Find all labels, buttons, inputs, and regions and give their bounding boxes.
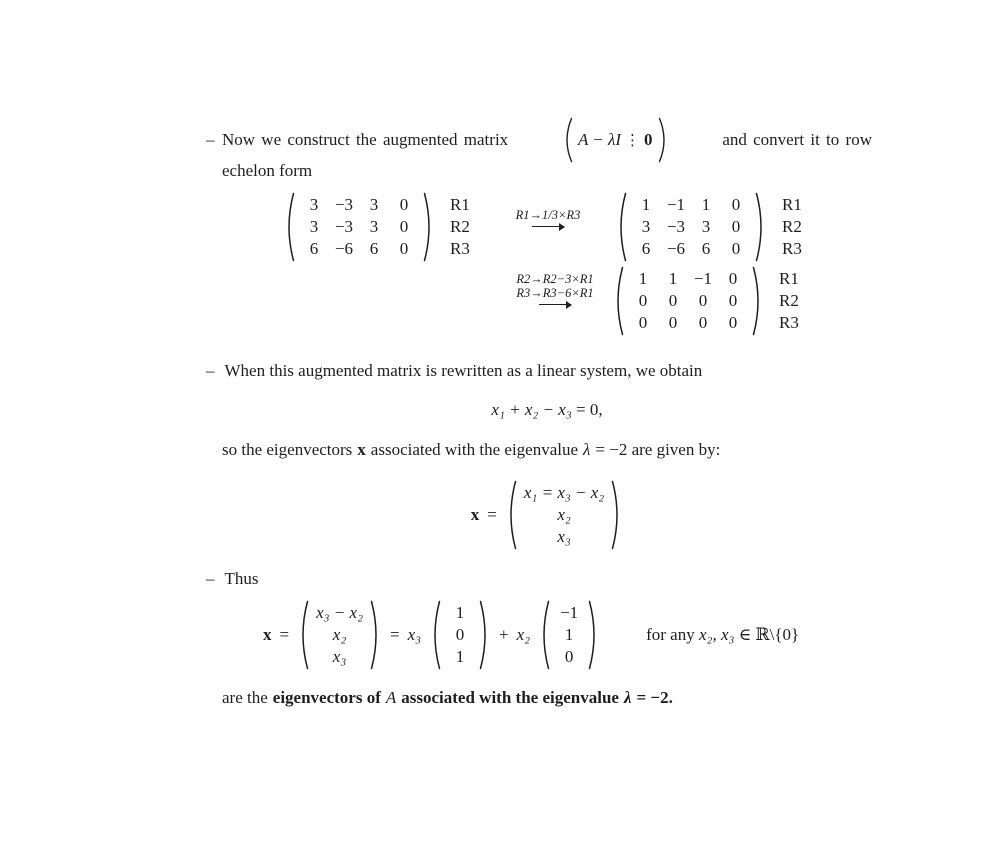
row-label: R2 — [779, 291, 799, 310]
bullet-dash: – — [206, 361, 215, 380]
aug-matrix-content — [573, 130, 658, 150]
row-op-label: R1→1/3×R3 — [515, 208, 581, 222]
matrix-cells — [445, 602, 475, 668]
row-operation-2 — [502, 272, 608, 305]
final-equation — [263, 591, 799, 679]
condition-text — [646, 625, 799, 645]
row-label: R1 — [779, 269, 799, 288]
matrix-cells — [554, 602, 584, 668]
left-paren-icon — [538, 600, 550, 670]
left-paren-icon — [615, 192, 627, 262]
row-label: R2 — [450, 217, 470, 236]
aug-matrix-lhs: A − λI — [577, 130, 622, 149]
matrix-cell: 0 — [728, 269, 738, 288]
right-paren-icon — [752, 266, 764, 336]
equals-sign: = — [389, 625, 400, 644]
vector-x-bold: x — [470, 505, 480, 524]
conclusion-line — [222, 688, 673, 708]
matrix-cell: 0 — [668, 291, 678, 310]
matrix-cell: 3 — [369, 217, 379, 236]
long-right-arrow-icon — [539, 304, 571, 305]
eigenvector-intro-line — [222, 440, 720, 460]
row-label: R1 — [782, 195, 802, 214]
right-paren-icon — [588, 600, 600, 670]
plus-sign: + — [499, 625, 509, 644]
row-labels — [450, 194, 470, 260]
row-op-label: R3→R3−6×R1 — [516, 286, 594, 300]
left-paren-icon — [561, 117, 573, 163]
matrix-echelon — [612, 266, 799, 336]
conclusion-bold-2: associated with the eigenvalue — [401, 688, 619, 707]
row-operation-1 — [496, 208, 600, 227]
left-paren-icon — [429, 600, 441, 670]
matrix-cell: x₁ = x₃ − x₂ — [523, 483, 605, 502]
linear-system-text: When this augmented matrix is rewritten as a linear system, we obtain — [224, 361, 703, 380]
right-paren-icon — [370, 600, 382, 670]
conclusion-bold-1: eigenvectors of — [272, 688, 381, 707]
lambda-symbol: λ — [583, 440, 591, 459]
condition-vars: x₂, x₃ — [698, 625, 735, 644]
matrix-cells — [313, 602, 366, 668]
solution-vector — [505, 480, 623, 550]
matrix-cell: 0 — [698, 291, 708, 310]
left-paren-icon — [612, 266, 624, 336]
intro-text-line2: echelon form — [222, 161, 313, 180]
matrix-cell: 3 — [641, 217, 651, 236]
matrix-cell: 0 — [698, 313, 708, 332]
equals-sign: = — [279, 625, 290, 644]
row-label: R1 — [450, 195, 470, 214]
matrix-cell: x₂ — [557, 505, 571, 524]
matrix-cell: −3 — [666, 217, 686, 236]
matrix-cell: 0 — [399, 239, 409, 258]
scalar-x2: x₂ — [516, 625, 531, 644]
eigen-text-2: associated with the eigenvalue — [370, 440, 579, 459]
matrix-cell: −1 — [560, 603, 579, 622]
matrix-cell: 6 — [641, 239, 651, 258]
bullet-dash: – — [206, 569, 215, 588]
conclusion-value: = −2. — [636, 688, 673, 707]
matrix-cell: 1 — [701, 195, 711, 214]
equation-rest: = 0, — [575, 400, 603, 419]
matrix-cell: 0 — [455, 625, 465, 644]
matrix-cells — [631, 194, 751, 260]
matrix-cell: 1 — [641, 195, 651, 214]
matrix-initial — [283, 192, 470, 262]
matrix-cell: x₃ − x₂ — [316, 603, 363, 622]
matrix-cell: 0 — [728, 313, 738, 332]
right-paren-icon — [755, 192, 767, 262]
intro-line — [222, 115, 872, 165]
matrix-cell: 6 — [369, 239, 379, 258]
row-label: R2 — [782, 217, 802, 236]
left-paren-icon — [505, 480, 517, 550]
left-paren-icon — [283, 192, 295, 262]
matrix-cells — [299, 194, 419, 260]
thus-text: Thus — [224, 569, 259, 588]
bullet3-line — [206, 569, 259, 589]
matrix-step-2 — [615, 192, 802, 262]
matrix-cell: 3 — [309, 217, 319, 236]
general-vector — [297, 600, 382, 670]
right-paren-icon — [423, 192, 435, 262]
vertical-dots: ⋮ — [625, 131, 641, 149]
basis-vector-2 — [538, 600, 600, 670]
right-paren-icon — [658, 117, 670, 163]
conclusion-text-1: are the — [222, 688, 268, 707]
matrix-cell: 3 — [309, 195, 319, 214]
matrix-cells — [628, 268, 748, 334]
matrix-cell: −3 — [334, 217, 354, 236]
intro-text-after: and convert it to row — [722, 130, 872, 149]
matrix-cell: 1 — [455, 647, 465, 666]
matrix-cell: x₃ — [557, 527, 571, 546]
condition-set: ∈ ℝ\{0} — [738, 625, 800, 644]
matrix-cell: −6 — [666, 239, 686, 258]
matrix-cell: 0 — [564, 647, 574, 666]
row-op-label: R2→R2−3×R1 — [516, 272, 594, 286]
matrix-cell: x₃ — [332, 647, 347, 666]
matrix-cell: 0 — [731, 195, 741, 214]
matrix-cell: 0 — [731, 217, 741, 236]
bullet-dash: – — [206, 130, 215, 149]
row-label: R3 — [450, 239, 470, 258]
matrix-cell: 1 — [668, 269, 678, 288]
matrix-cell: x₂ — [332, 625, 347, 644]
matrix-cell: 3 — [701, 217, 711, 236]
matrix-cell: 1 — [638, 269, 648, 288]
right-paren-icon — [479, 600, 491, 670]
intro-text-before: Now we construct the augmented matrix — [222, 130, 509, 149]
linear-system-equation — [222, 400, 872, 420]
row-label: R3 — [782, 239, 802, 258]
matrix-cell: 6 — [701, 239, 711, 258]
matrix-cell: −3 — [334, 195, 354, 214]
eigenvector-definition — [222, 472, 872, 558]
row-labels — [779, 268, 799, 334]
matrix-cell: 1 — [455, 603, 465, 622]
matrix-cell: 0 — [638, 291, 648, 310]
matrix-cell: 0 — [731, 239, 741, 258]
aug-matrix-zero: 0 — [644, 130, 653, 149]
equation-math: x₁ + x₂ − x₃ — [491, 400, 572, 419]
row-labels — [782, 194, 802, 260]
vector-x-bold: x — [263, 625, 272, 644]
matrix-cell: 1 — [564, 625, 574, 644]
matrix-cell: 0 — [399, 195, 409, 214]
matrix-cell: 0 — [638, 313, 648, 332]
matrix-A-symbol: A — [385, 688, 397, 707]
matrix-cell: 0 — [728, 291, 738, 310]
matrix-cell: 0 — [668, 313, 678, 332]
equals-sign: = — [487, 505, 497, 524]
matrix-cell: −1 — [693, 269, 713, 288]
matrix-cell: 3 — [369, 195, 379, 214]
left-paren-icon — [297, 600, 309, 670]
augmented-matrix-inline — [561, 117, 670, 163]
matrix-cell: −1 — [666, 195, 686, 214]
matrix-cells — [521, 482, 607, 548]
long-right-arrow-icon — [532, 226, 564, 227]
right-paren-icon — [611, 480, 623, 550]
matrix-cell: −6 — [334, 239, 354, 258]
bullet2-line — [206, 361, 702, 381]
vector-x-bold: x — [357, 440, 366, 459]
matrix-cell: 6 — [309, 239, 319, 258]
condition-roman: for any — [646, 625, 695, 644]
row-label: R3 — [779, 313, 799, 332]
matrix-cell: 0 — [399, 217, 409, 236]
scalar-x3: x₃ — [407, 625, 422, 644]
basis-vector-1 — [429, 600, 491, 670]
eigen-text-1: so the eigenvectors — [222, 440, 353, 459]
lambda-symbol: λ — [623, 688, 632, 707]
eigen-text-3: = −2 are given by: — [595, 440, 721, 459]
